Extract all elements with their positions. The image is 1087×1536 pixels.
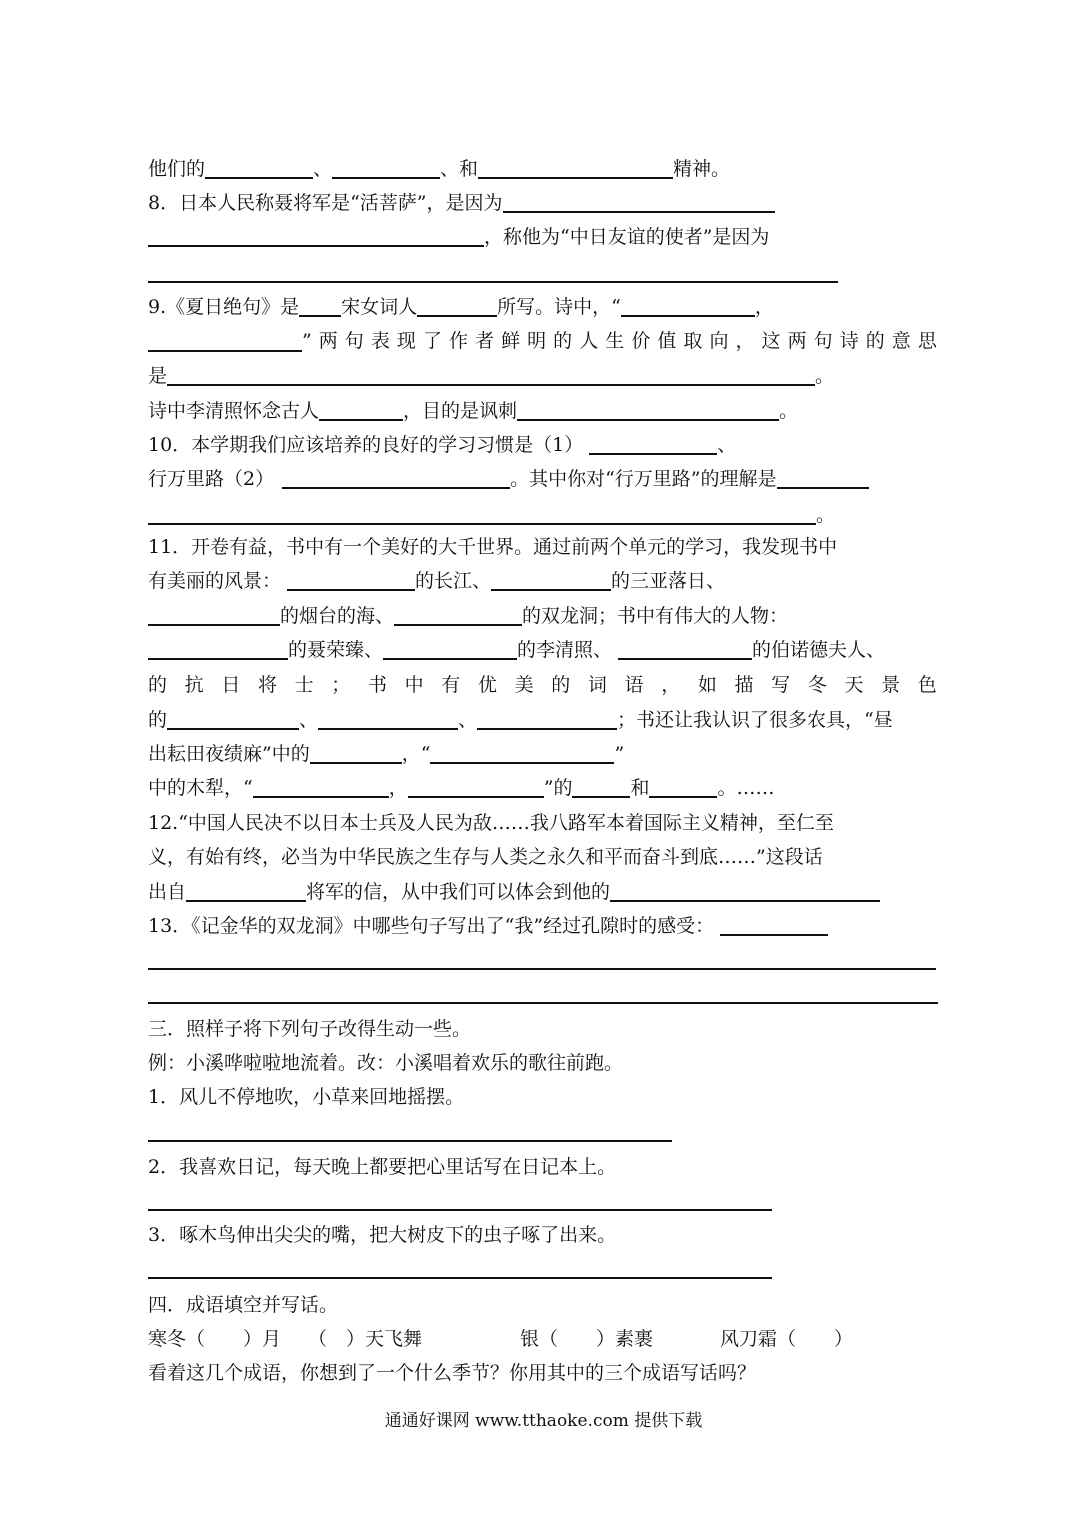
q9-line2-char: 这 xyxy=(761,330,781,352)
q11-line5-char: ； xyxy=(331,674,351,696)
q11-line3-b: 的双龙洞；书中有伟大的人物： xyxy=(522,605,789,627)
answer-blank[interactable] xyxy=(205,155,313,179)
q9-line2-char: 两 xyxy=(787,330,807,352)
q9-line2-char: 生 xyxy=(605,330,625,352)
q11-line5 xyxy=(148,670,937,700)
q9-line4-a: 诗中李清照怀念古人 xyxy=(148,400,320,422)
q11-line4-a: 的聂荣臻、 xyxy=(288,639,384,661)
q11-line4-c: 的伯诺德夫人、 xyxy=(752,639,886,661)
q9-line2-char: 诗 xyxy=(839,330,859,352)
answer-blank[interactable] xyxy=(318,706,458,730)
q11-line2-a: 有美丽的风景： xyxy=(148,570,282,592)
q9-line2-char: 的 xyxy=(553,330,573,352)
q7-sep2: 、和 xyxy=(440,158,479,180)
answer-blank[interactable] xyxy=(408,774,544,798)
q9-line2-char: 者 xyxy=(475,330,495,352)
answer-blank[interactable] xyxy=(430,740,614,764)
q9-line3-start: 是 xyxy=(148,365,168,387)
answer-blank[interactable] xyxy=(299,293,341,317)
answer-line[interactable] xyxy=(148,1209,772,1211)
q9-line3-end: 。 xyxy=(815,365,835,387)
answer-line[interactable] xyxy=(148,968,936,970)
q11-line7-b: ，“ xyxy=(401,743,431,765)
q11-line5-char: 日 xyxy=(221,674,241,696)
q11-line4 xyxy=(148,635,939,665)
q11-line5-char: 景 xyxy=(881,674,901,696)
answer-blank[interactable] xyxy=(610,878,880,902)
q9-line4-c: 。 xyxy=(779,400,799,422)
section4-title: 四．成语填空并写话。 xyxy=(148,1294,339,1316)
q11-line6-b: 、 xyxy=(299,709,319,731)
q10-line3 xyxy=(148,500,939,530)
q11-line5-char: 色 xyxy=(917,674,937,696)
q9-line2-char: 值 xyxy=(657,330,677,352)
q9-line2-char: 人 xyxy=(579,330,599,352)
q9-line2-char: 意 xyxy=(891,330,911,352)
q11-line5-char: 描 xyxy=(734,674,754,696)
q11-line5-char: 冬 xyxy=(807,674,827,696)
q11-line8-e: 。…… xyxy=(717,777,775,799)
q11-line5-char: 美 xyxy=(514,674,534,696)
answer-blank[interactable] xyxy=(148,602,280,626)
q11-line5-char: 有 xyxy=(441,674,461,696)
q9-line2-char: 鲜 xyxy=(501,330,521,352)
answer-blank[interactable] xyxy=(287,567,415,591)
q9-line2-char: 句 xyxy=(344,330,364,352)
answer-blank[interactable] xyxy=(649,774,717,798)
q12-line1 xyxy=(148,808,939,838)
q11-line5-char: ， xyxy=(661,674,681,696)
answer-blank[interactable] xyxy=(148,223,484,247)
answer-blank[interactable] xyxy=(282,465,510,489)
answer-blank[interactable] xyxy=(148,501,816,525)
q11-line5-char: 词 xyxy=(587,674,607,696)
q11-line6-a: 的 xyxy=(148,709,168,731)
section3-title: 三．照样子将下列句子改得生动一些。 xyxy=(148,1018,472,1040)
q9-line2-char: 取 xyxy=(683,330,703,352)
q10-line2 xyxy=(148,464,939,494)
q9-line2-char: 表 xyxy=(370,330,390,352)
q11-line2-c: 的三亚落日、 xyxy=(611,570,726,592)
q12-line2 xyxy=(148,842,939,872)
q9-line2-char: 两 xyxy=(318,330,338,352)
q9-line2-char: 了 xyxy=(422,330,442,352)
q11-line8 xyxy=(148,773,939,803)
q9-line3 xyxy=(148,361,939,391)
q11-line7-c: ” xyxy=(614,743,625,765)
q11-line2 xyxy=(148,566,939,596)
answer-blank[interactable] xyxy=(417,293,497,317)
q13-line1 xyxy=(148,911,939,941)
q9-text-b: 宋女词人 xyxy=(341,296,418,318)
q9-line2-char: 思 xyxy=(917,330,937,352)
q12-line3-a: 出自 xyxy=(148,881,187,903)
answer-blank[interactable] xyxy=(621,293,755,317)
answer-blank[interactable] xyxy=(777,465,869,489)
q9-line2-char: 句 xyxy=(813,330,833,352)
answer-blank[interactable] xyxy=(167,706,299,730)
q11-line1 xyxy=(148,532,939,562)
q12-text1: 12.“中国人民决不以日本士兵及人民为敌……我八路军本着国际主义精神，至仁至 xyxy=(148,812,834,834)
q12-line3 xyxy=(148,877,939,907)
q9-text-a: 9.《夏日绝句》是 xyxy=(148,296,300,318)
answer-line[interactable] xyxy=(148,1277,772,1279)
q10-text-b: 、 xyxy=(717,434,737,456)
q10-line2-a: 行万里路（2） xyxy=(148,468,275,490)
idiom-4[interactable]: 风刀霜（ ） xyxy=(720,1328,854,1350)
answer-blank[interactable] xyxy=(167,362,815,386)
q9-line2-char: 价 xyxy=(631,330,651,352)
q8-line1 xyxy=(148,188,939,218)
q11-line5-char: 如 xyxy=(697,674,717,696)
section3-item-3: 3．啄木鸟伸出尖尖的嘴，把大树皮下的虫子啄了出来。 xyxy=(148,1224,617,1246)
answer-blank[interactable] xyxy=(477,706,617,730)
section3-item-1: 1．风儿不停地吹，小草来回地摇摆。 xyxy=(148,1086,465,1108)
q11-line7-a: 出耘田夜绩麻”中的 xyxy=(148,743,310,765)
q11-line5-char: 抗 xyxy=(184,674,204,696)
q9-line2-char: 作 xyxy=(448,330,468,352)
q7-line xyxy=(148,154,939,184)
q9-line2 xyxy=(148,326,937,356)
q9-line2-char: 的 xyxy=(865,330,885,352)
answer-blank[interactable] xyxy=(503,189,775,213)
q11-line8-c: ”的 xyxy=(543,777,573,799)
answer-blank[interactable] xyxy=(319,397,403,421)
answer-blank[interactable] xyxy=(618,636,752,660)
q10-line3-end: 。 xyxy=(816,504,836,526)
q11-line5-char: 书 xyxy=(367,674,387,696)
q11-line5-char: 将 xyxy=(257,674,277,696)
q9-line2-char: 向 xyxy=(709,330,729,352)
answer-blank[interactable] xyxy=(720,912,828,936)
section4-idioms xyxy=(148,1324,939,1354)
q12-line3-b: 将军的信，从中我们可以体会到他的 xyxy=(306,881,611,903)
q9-line2-char: ” xyxy=(302,330,312,352)
q9-line4 xyxy=(148,396,939,426)
q10-line2-b: 。其中你对“行万里路”的理解是 xyxy=(510,468,777,490)
q9-line2-char: 明 xyxy=(527,330,547,352)
answer-blank[interactable] xyxy=(332,155,440,179)
q11-line5-char: 语 xyxy=(624,674,644,696)
answer-blank[interactable] xyxy=(478,155,673,179)
section4-question: 看着这几个成语，你想到了一个什么季节？你用其中的三个成语写话吗？ xyxy=(148,1362,757,1384)
answer-line[interactable] xyxy=(148,1002,938,1004)
answer-blank[interactable] xyxy=(394,602,522,626)
answer-blank[interactable] xyxy=(148,328,302,352)
q8-text-end: ，称他为“中日友谊的使者”是因为 xyxy=(484,226,770,248)
answer-blank[interactable] xyxy=(491,567,611,591)
answer-blank[interactable] xyxy=(253,774,389,798)
q11-line8-a: 中的木犁，“ xyxy=(148,777,253,799)
q9-text-d: ， xyxy=(754,296,774,318)
q11-line5-char: 士 xyxy=(294,674,314,696)
q9-line2-text xyxy=(302,326,937,356)
q10-text-a: 10．本学期我们应该培养的良好的学习习惯是（1） xyxy=(148,434,584,456)
q11-line4-b: 的李清照、 xyxy=(517,639,613,661)
answer-blank[interactable] xyxy=(186,878,306,902)
q7-sep1: 、 xyxy=(313,158,333,180)
q9-line2-char: 现 xyxy=(396,330,416,352)
idiom-2[interactable]: （ ）天飞舞 xyxy=(308,1328,423,1350)
answer-blank[interactable] xyxy=(148,636,288,660)
q8-text: 8．日本人民称聂将军是“活菩萨”，是因为 xyxy=(148,192,503,214)
q11-line5-char: 写 xyxy=(771,674,791,696)
section3-item-2: 2．我喜欢日记，每天晚上都要把心里话写在日记本上。 xyxy=(148,1156,617,1178)
answer-blank[interactable] xyxy=(517,397,779,421)
q11-line3 xyxy=(148,601,939,631)
answer-line[interactable] xyxy=(148,281,838,283)
q11-line5-char: 优 xyxy=(477,674,497,696)
q11-line6-c: 、 xyxy=(458,709,478,731)
answer-blank[interactable] xyxy=(310,740,402,764)
q7-text-end: 精神。 xyxy=(673,158,731,180)
q12-text2: 义，有始有终，必当为中华民族之生存与人类之永久和平而奋斗到底……”这段话 xyxy=(148,846,823,868)
q11-intro: 11．开卷有益，书中有一个美好的大千世界。通过前两个单元的学习，我发现书中 xyxy=(148,536,838,558)
answer-line[interactable] xyxy=(148,1140,672,1142)
idiom-3[interactable]: 银（ ）素裹 xyxy=(520,1328,654,1350)
idiom-1[interactable]: 寒冬（ ）月 xyxy=(148,1328,282,1350)
q9-line2-char: ， xyxy=(735,330,755,352)
q8-line2 xyxy=(148,222,939,252)
q10-line1 xyxy=(148,430,939,460)
q11-line7 xyxy=(148,739,939,769)
q7-text-start: 他们的 xyxy=(148,158,206,180)
q11-line3-a: 的烟台的海、 xyxy=(280,605,395,627)
page-footer: 通通好课网 www.tthaoke.com 提供下载 xyxy=(384,1411,703,1431)
q11-line6-d: ；书还让我认识了很多农具，“昼 xyxy=(617,709,893,731)
q11-line2-b: 的长江、 xyxy=(415,570,492,592)
q11-line5-char: 的 xyxy=(551,674,571,696)
q11-line5-char: 天 xyxy=(844,674,864,696)
q11-line8-b: ， xyxy=(388,777,408,799)
q13-text: 13．《记金华的双龙洞》中哪些句子写出了“我”经过孔隙时的感受： xyxy=(148,915,715,937)
q9-text-c: 所写。诗中，“ xyxy=(497,296,621,318)
q11-line8-d: 和 xyxy=(630,777,650,799)
q11-line5-char: 的 xyxy=(148,674,168,696)
section3-example: 例：小溪哗啦啦地流着。改：小溪唱着欢乐的歌往前跑。 xyxy=(148,1052,624,1074)
answer-blank[interactable] xyxy=(589,431,717,455)
q9-line4-b: ，目的是讽刺 xyxy=(403,400,518,422)
q11-line5-char: 中 xyxy=(404,674,424,696)
q9-line1 xyxy=(148,292,939,322)
answer-blank[interactable] xyxy=(572,774,630,798)
answer-blank[interactable] xyxy=(383,636,517,660)
q11-line6 xyxy=(148,705,939,735)
